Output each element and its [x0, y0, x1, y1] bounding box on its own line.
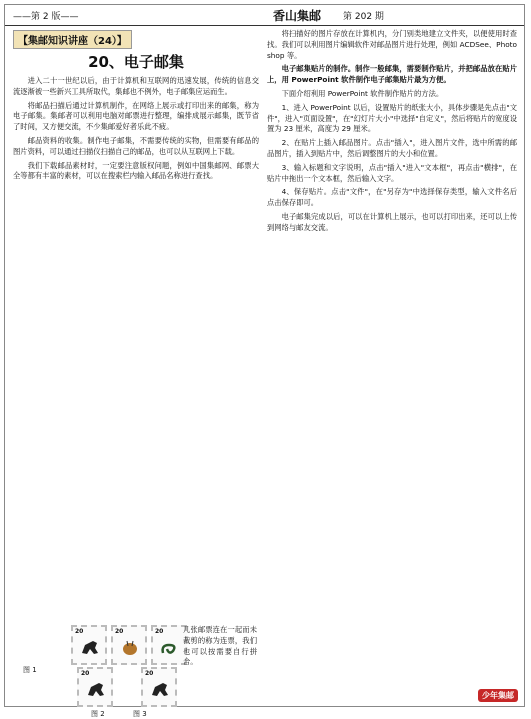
page-number: ——第 2 版——: [13, 12, 79, 22]
paragraph: 电子邮集完成以后，可以在计算机上展示，也可以打印出来，还可以上传到网络与邮友交流。: [267, 211, 517, 232]
paragraph: 我们下载邮品素材时，一定要注意版权问题，例如中国集邮网、邮票大全等都有丰富的素材，可以在搜索栏内输入邮品名称进行查找。: [13, 160, 259, 181]
goat-icon: [79, 637, 101, 657]
goat-icon: [85, 679, 107, 699]
subheading-paragraph: 电子邮集贴片的制作。制作一般邮集，需要制作贴片，并把邮品放在贴片上，用 PowerPoint 软件制作电子邮集贴片最为方便。: [267, 64, 517, 85]
stamp-figures: [13, 625, 259, 718]
paragraph: 进入二十一世纪以后，由于计算机和互联网的迅速发展，传统的信息交流逐渐被一些新兴工具所取代，集邮也不例外，电子邮集应运而生。: [13, 76, 259, 96]
stamp-image: 20: [111, 625, 147, 665]
paragraph: 邮品资料的收集。制作电子邮集，不需要传统的实物，但需要有邮品的图片资料，可以通过扫描仪扫描自己的邮品，也可以从互联网上下载。: [13, 135, 259, 156]
goat-icon: [149, 679, 171, 699]
left-column: [13, 29, 259, 631]
issue-number: 第 202 期: [343, 12, 384, 22]
newspaper-title: 香山集邮: [273, 9, 322, 23]
figure-label: 图 3: [133, 710, 147, 718]
figure-caption-text: 几张邮票连在一起而未裁剪的称为连票，我们也可以按需要自行拼合。: [183, 625, 257, 667]
page: [4, 4, 525, 718]
article-title: 20、电子邮集: [88, 53, 184, 71]
publication-logo: 少年集邮: [478, 689, 518, 702]
snake-icon: [159, 637, 181, 657]
paragraph: 将邮品扫描后通过计算机制作，在网络上展示或打印出来的邮集，称为电子邮集。集邮者可以利用电脑对邮票进行整理，编排成展示邮集，既节省了时间，又方便交流，不少集邮爱好者乐此不疲。: [13, 100, 259, 132]
section-label: 【集邮知识讲座（24）】: [13, 30, 132, 49]
stamp-image: 20: [71, 625, 107, 665]
right-column: [267, 29, 517, 697]
paragraph: 下面介绍利用 PowerPoint 软件制作贴片的方法。: [281, 88, 444, 98]
stamp-image: 20: [141, 667, 177, 707]
paragraph: 3、输入标题和文字说明，点击"插入"进入"文本框"，再点击"横排"，在贴片中拖出一个文本框，然后输入文字。: [267, 162, 517, 183]
figure-label: 图 2: [91, 710, 105, 718]
paragraph: 4、保存贴片。点击"文件"，在"另存为"中选择保存类型，输入文件名后点击保存即可。: [267, 187, 517, 208]
stamp-image: 20: [77, 667, 113, 707]
paragraph: 1、进入 PowerPoint 以后，设置贴片的纸张大小，具体步骤是先点击"文件"，进入"页面设置"，在"幻灯片大小"中选择"自定义"，然后将贴片的宽度设置为 23 厘米，高度为 29 厘米。: [267, 102, 517, 134]
figure-label: 图 1: [23, 666, 37, 674]
paragraph: 2、在贴片上插入邮品图片。点击"插入"，进入图片文件，选中所需的邮品图片，插入到贴片中，然后调整图片的大小和位置。: [267, 138, 517, 158]
page-header: [5, 5, 524, 26]
rabbit-icon: [119, 637, 141, 657]
stamp-image: 20: [151, 625, 187, 665]
paragraph: 将扫描好的图片存放在计算机内，分门别类地建立文件夹，以便使用时查找。我们可以利用图片编辑软件对邮品图片进行处理，例如 ACDSee、Photoshop 等。: [267, 29, 517, 60]
